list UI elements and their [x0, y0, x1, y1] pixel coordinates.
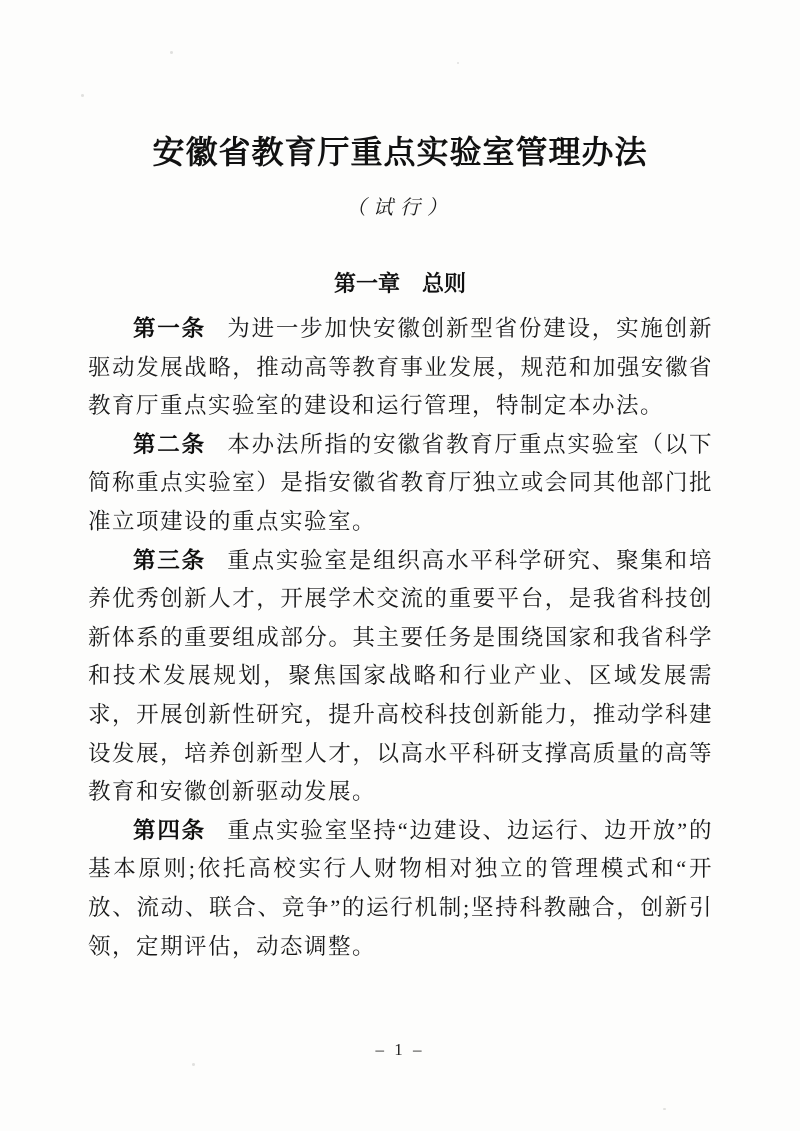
chapter-number: 第一章 [333, 271, 400, 296]
scan-speckle [81, 94, 84, 97]
article-text: 本办法所指的安徽省教育厅重点实验室（以下简称重点实验室）是指安徽省教育厅独立或会同其他部门批准立项建设的重点实验室。 [88, 431, 713, 534]
chapter-name: 总则 [422, 271, 467, 296]
page-title: 安徽省教育厅重点实验室管理办法 [152, 134, 648, 170]
article-paragraph [88, 812, 713, 966]
article-paragraph [88, 542, 713, 812]
article-label: 第二条 [133, 431, 206, 457]
scan-speckle [192, 1063, 195, 1066]
scan-speckle [170, 51, 173, 54]
page-subtitle: （试行） [346, 197, 454, 219]
chapter-heading [0, 267, 800, 298]
scan-speckle [663, 1108, 666, 1110]
scan-speckle [457, 62, 459, 64]
article-paragraph [88, 310, 713, 426]
article-paragraph [88, 426, 713, 542]
article-label: 第一条 [133, 316, 206, 341]
article-text: 重点实验室坚持“边建设、边运行、边开放”的基本原则;依托高校实行人财物相对独立的管理模式和“开放、流动、联合、竞争”的运行机制;坚持科教融合，创新引领，定期评估，动态调整。 [88, 817, 713, 959]
page-number: – 1 – [375, 1040, 425, 1059]
article-text: 重点实验室是组织高水平科学研究、聚集和培养优秀创新人才，开展学术交流的重要平台，是我省科技创新体系的重要组成部分。其主要任务是围绕国家和我省科学和技术发展规划，聚焦国家战略和行业产业、区域发展需求，开展创新性研究，提升高校科技创新能力，推动学科建设发展，培养创新型人才，以高水平科研支撑高质量的高等教育和安徽创新驱动发展。 [88, 547, 713, 805]
article-label: 第四条 [133, 817, 206, 843]
document-body [88, 310, 713, 966]
article-label: 第三条 [133, 547, 206, 573]
article-text: 为进一步加快安徽创新型省份建设，实施创新驱动发展战略，推动高等教育事业发展，规范和加强安徽省教育厅重点实验室的建设和运行管理，特制定本办法。 [88, 316, 713, 419]
